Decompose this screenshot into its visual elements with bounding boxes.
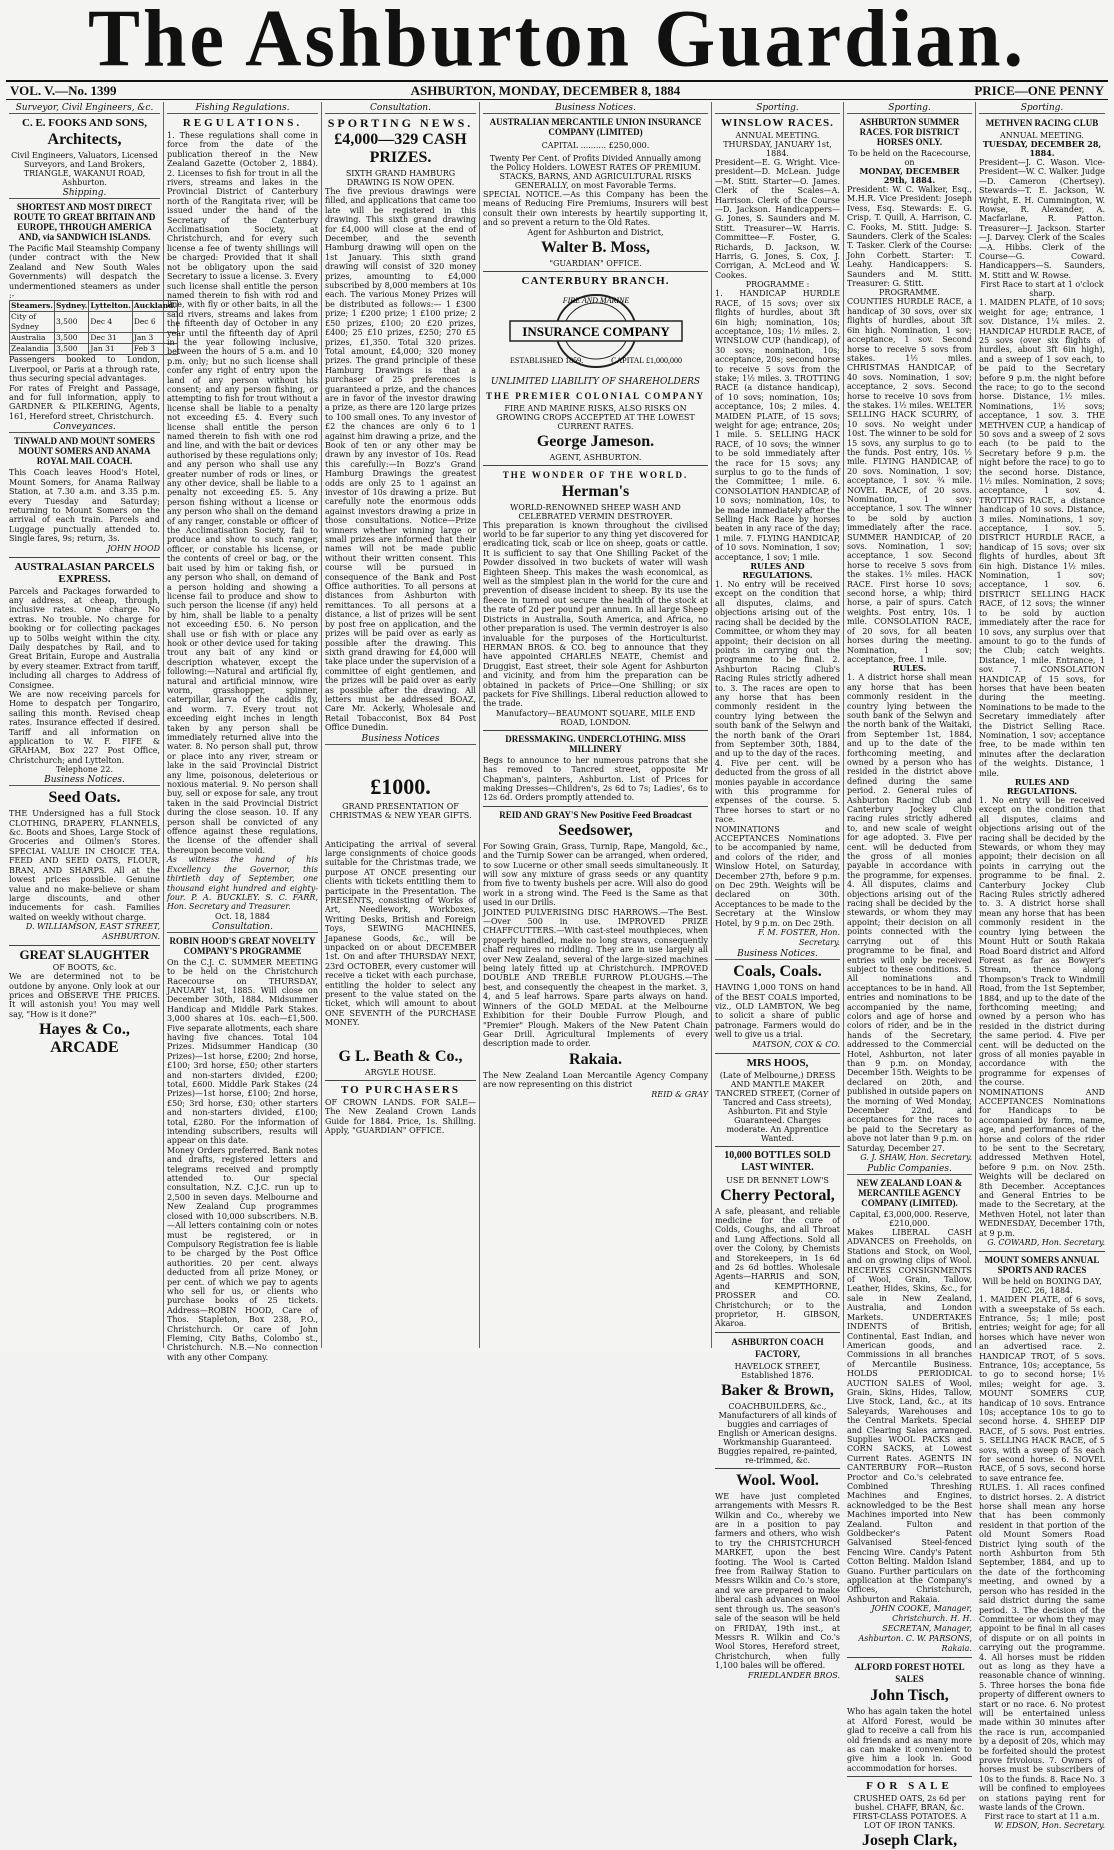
ad-heading: AUSTRALASIAN PARCELS EXPRESS. [14,560,155,585]
ad-heading: METHVEN RACING CLUB [985,118,1099,128]
divider [979,1251,1105,1252]
ad-body: NOMINATIONS AND ACCEPTANCES Nominations for Handicaps to be accompanied by form, name, age, and performances of the horse and colors of the rider to be sent to the Secretary, addressed Methven Hotel, before 9 p.m. on Nov. 25th. Weights will be declared on 8th December. Acceptances and General Entries to be made to the Secretary, at the Methven Hotel, not later than WEDNESDAY, December 17th, at 9 p.m. [979,1087,1105,1238]
table-cell: Zealandia [10,344,55,355]
ad-body: The New Zealand Loan Mercantile Agency Company are now representing on this district [483,1070,708,1090]
ad-subheading: Capital, £3,000,000. Reserve, £210,000. [849,1210,970,1229]
ad-subheading: ANNUAL MEETING. [1000,131,1084,140]
column-7 [976,102,1108,1831]
ad-heading: Walter B. Moss, [540,238,651,256]
ad-subheading: ARGYLE HOUSE. [364,1067,437,1077]
ad-body: Anticipating the arrival of several large consignments of choice goods suitable for the Christmas trade, we purpose AT ONCE presenting our clients with tickets entitling them to participate in the Presentation. The PRESENTS, consisting of Works of Art, Needlework, Workboxes, Writing Desks, British and Foreign Toys, SEWING MACHINES, Japanese Goods, &c., will be unpacked on or about DECEMBER 1st. On and after THURSDAY NEXT, 23rd OCTOBER, every customer will receive a ticket with each purchase, entitling the holder to select any present to the value stated on the ticket, which will amount to about ONE SEVENTH of the PURCHASE MONEY. [325,839,476,1028]
ad-heading: ASHBURTON SUMMER RACES. FOR DISTRICT HORSES ONLY. [859,117,960,147]
table-cell: 3,500 [55,333,89,344]
section-heading: Surveyor, Civil Engineers, &c. [9,103,160,114]
ad-body: 1. HANDICAP HURDLE RACE, of 15 sovs; over six flights of hurdles, about 3ft 6in high; nomination, 10s; acceptance, 10s; 1½ miles. 2. WINSLOW CUP (handicap), of 30 sovs; nomination, 10s; acceptance, 20s; second horse to receive 5 sovs from the stake; 1½ miles. 3. TROTTING RACE (a distance handicap), of 10 sovs; nomination, 10s; acceptance, 10s; 2 miles. 4. MAIDEN PLATE, of 15 sovs; weight for age; entrance, 20s; 1 mile. 5. SELLING HACK RACE, of 10 sovs; the winner to be sold immediately after the race for 15 sovs; any surplus to go to the funds of the Committee; 1 mile. 6. CONSOLATION HANDICAP, of 10 sovs; nomination, 10s, to be made immediately after the Selling Hack Race by horses beaten in any race of the day; 1 mile. 7. FLYING HANDICAP, of 10 sovs. Nomination, 1 sov; acceptance, 1 sov; 1 mile. [715,289,840,562]
ad-body: Agent for Ashburton and District, [527,227,664,237]
ad-body: OF BOOTS, &c. [52,963,117,973]
ad-body: For Sowing Grain, Grass, Turnip, Rape, Mangold, &c., and the Turnip Sower can be arranged, when ordered, to sow Lucerne or other small seeds simultaneously. It will sow any mixture of grass seeds or any quantity from five to twenty bushels per acre. Will also do good work in a strong wind. The Feed is the Same as that used in our Drills. [483,841,708,908]
section-heading: Business Notices. [483,103,708,114]
ad-heading: Seed Oats. [48,789,121,807]
ad-body: 1. MAIDEN PLATE, of 10 sovs; weight for age; entrance, 1 sov. Distance, 1¼ miles. 2. HANDICAP HURDLE RACE, of 25 sovs (over six flights of hurdles, about 3ft 6in high), and a sweep of 1 sov each, to be paid to the Secretary before 9 p.m. the night before the race; to go to the second horse. Distance, 1½ miles. Nominations, 1½ sovs; acceptance, 1 sov. 3. THE METHVEN CUP, a handicap of 50 sovs and a sweep of 2 sovs each (to be paid to the Secretary before 9 p.m. the night before the race) to go to the second horse. Distance, 1½ miles. Nomination, 2 sovs; acceptance, 1 sov. 4. TROTTING RACE, a distance handicap of 10 sovs. Distance, 3 miles. Nominations, 1 sov; acceptance, 1 sov. 5. DISTRICT HURDLE RACE, a handicap of 15 sovs; over six flights of hurdles, about 3ft 6in high. Distance 1½ miles. Nomination, 1 sov; acceptance, 1 sov. 6. DISTRICT SELLING HACK RACE, of 12 sovs; the winner to be sold by auction immediately after the race for 10 sovs, any surplus over that amount to go to the funds of the Club; catch weights. Distance, 1 mile. Entrance, 1 sov. 7. CONSOLATION HANDICAP, of 15 sovs, for horses that have been beaten during the meeting. Nominations to be made to the Secretary immediately after the District Selling Race. Nomination, 1 sov; acceptance free, to be made within ten minutes after the declaration of the weights. Distance, 1 mile. [979,298,1105,778]
ad-heading: Cherry Pectoral, [720,1186,835,1204]
ad-subheading: UNLIMITED LIABILITY OF SHAREHOLDERS [490,376,701,387]
divider [9,557,160,558]
ad-body: TANCRED STREET, (Corner of Tancred and Cass streets), Ashburton. Fit and Style Guaranteed. Charges moderate. An Apprentice Wanted. [715,1088,840,1143]
volume-number: VOL. V.—No. 1399 [10,82,117,98]
ad-heading: Baker & Brown, [721,1381,834,1399]
ad-body: Civil Engineers, Valuators, Licensed Surveyors, and Land Brokers, TRIANGLE, WAKANUI ROAD, Ashburton. [11,151,158,187]
columns [6,102,1108,1850]
ad-date: THURSDAY, JANUARY 1st, 1884. [723,140,832,158]
ad-subheading: "GUARDIAN" OFFICE. [549,258,642,268]
section-heading: Business Notices [325,734,476,745]
ad-heading: MRS HOOS, [746,1056,809,1069]
ad-date: TUESDAY, DECEMBER 28, 1884. [982,139,1102,158]
ad-body: This Coach leaves Hood's Hotel, Mount Somers, for Anama Railway Station, at 7.30 a.m. and 3.35 p.m. every Tuesday and Saturday; returning to Mount Somers on the arrival of each train. Parcels and Luggage punctually attended to. Single fares, 9s; return, 3s. [9,468,160,544]
ad-body: NOMINATIONS and ACCEPTANCES Nominations to be accompanied by name, and colors of the rider, and Winslow Hotel, on Saturday, December 27th, before 9 p.m. on Dec 29th. Weights will be declared on 30th. Acceptances to be made to the Secretary at the Winslow Hotel, by 9 p.m. on Dec 29th. [715,824,840,928]
table-cell: Australia [10,333,55,344]
table-cell: Jan 3 [132,333,177,344]
ad-body: COACHBUILDERS, &c., Manufacturers of all kinds of buggies and carriages of English or American designs. Workmanship Guaranteed. Buggies repaired, re-painted, re-trimmed, &c. [717,1401,838,1465]
logo-middle-text: INSURANCE COMPANY [521,323,670,339]
ad-heading: John Tisch, [870,1687,949,1705]
dateline [6,80,1108,100]
ad-signature: MATSON, COX & CO. [752,1039,840,1049]
column-2 [164,102,322,1362]
ad-heading: GREAT SLAUGHTER [19,947,150,963]
ad-heading: ROBIN HOOD'S GREAT NOVELTY COMPANY'S PROGRAMME [169,935,316,956]
place-date: ASHBURTON, MONDAY, DECEMBER 8, 1884 [410,82,681,98]
table-cell: City of Sydney [10,312,55,333]
divider [483,271,708,272]
table-cell: Jan 31 [89,344,132,355]
ad-body: CRUSHED OATS, 2s 6d per bushel. CHAFF, BRAN, &c. FIRST-CLASS POTATOES. A LOT OF IRON TANKS. [852,1794,967,1831]
ad-heading: TINWALD AND MOUNT SOMERS MOUNT SOMERS AND ANAMA ROYAL MAIL COACH. [13,436,156,467]
ad-heading: FOR SALE [866,1780,953,1793]
section-heading: Business Notices. [9,775,160,786]
ad-body: Makes LIBERAL CASH ADVANCES on Freeholds, on Stations and Stock, on Wool, and on growing clips of Wool. RECEIVES CONSIGNMENTS of Wool, Grain, Tallow, Leather, Hides, Skins, &c., for sale in New Zealand, Australia, and London Markets. UNDERTAKES INDENTS of British, Continental, East Indian, and American goods, and Commissions in all branches of Mercantile Business. HOLDS PERIODICAL AUCTION SALES of Wool, Grain, Skins, Hides, Tallow, Live Stock, Land, &c., at its Saleyards, Warehouses and the Central Markets. Special and Clearing Sales arranged. Supplies WOOL PACKS and CORN SACKS, at Lowest Current Rates. AGENTS IN CANTERBURY FOR—Ruston Proctor and Co.'s celebrated Combined Threshing Machines and Engines, acknowledged to be the Best Machines imported into New Zealand. Fulton and Goldbecker's Patent Galvanised Steel-fenced Fencing Wire. Candy's Patent Cotton Belting. Maldon Island Guano. Further particulars on application at the Company's Offices, Christchurch, Ashburton and Rakaia. [847,1228,972,1604]
ad-subheading: USE DR BENNET LOW'S [726,1175,829,1185]
ad-heading: DRESSMAKING. UNDERCLOTHING. MISS MILLINERY [505,733,686,754]
price: PRICE—ONE PENNY [974,82,1104,98]
logo-top-text: FIRE AND MARINE [562,295,629,305]
ad-body: OF CROWN LANDS. FOR SALE—The New Zealand Crown Lands Guide for 1884. Price, 1s. Shilling. Apply, "GUARDIAN" OFFICE. [325,1097,476,1135]
ad-heading: AUSTRALIAN MERCANTILE UNION INSURANCE COMPANY (LIMITED) [489,117,702,137]
shipping-table [9,300,178,355]
divider [483,730,708,731]
ad-body: On the C.J. C. SUMMER MEETING to be held on the Christchurch Racecourse on THURSDAY, JANUARY 1st, 1885. Will close on December 30th, 1884. Midsummer Handicap and Middle Park Stakes. 3,000 shares at 10s. each—£1,500. Five separate allotments, each share having five chances. Total 104 Prizes. Midsummer Handicap (30 Prizes)—1st horse, £200; 2nd horse, £100; 3rd horse, £50; other starters and non-starters divided, £200; total, £600. Middle Park Stakes (24 Prizes)—1st horse, £100; 2nd horse, £50; 3rd horse, £30; other starters and non-starters divided, £100; total, £280. For the information of intending subscribers, results will appear on this date. [167,957,318,1146]
section-heading: Conveyances. [9,422,160,433]
section-heading: Shipping. [9,188,160,199]
ad-signature: W. EDSON, Hon. Secretary. [994,1821,1105,1831]
ad-signature: JOHN HOOD [107,543,160,553]
ad-signature: FRIEDLANDER BROS. [747,1670,840,1680]
ad-subheading: WORLD-RENOWNED SHEEP WASH AND CELEBRATED VERMIN DESTROYER. [510,502,681,521]
table-cell: Dec 31 [89,333,132,344]
column-5 [712,102,844,1680]
insurance-company-emblem-icon [496,291,696,373]
divider [715,1468,840,1469]
ad-heading: £4,000—329 CASH PRIZES. [334,131,467,166]
ad-body: 1. No entry will be received except on the condition that all disputes, claims, and objections arising out of the racing shall be decided by the Committee, or whom they may appoint; their decision on all points in carrying out the programme to be final. 2. Ashburton Racing Club's Racing Rules strictly adhered to. 3. The races are open to any horse that has been commonly resident in the country lying between the south bank of the Selwyn and the north bank of the Orari from September 30th, 1884, and up to the day of the races. 4. Five per cent. will be deducted from the gross of all monies payable in accordance with this programme for expenses of the course. 5. Three horses to start or no race. [715,580,840,825]
column-1 [6,102,176,1348]
divider [715,1146,840,1147]
ad-body: Begs to announce to her numerous patrons that she has removed to Tancred street, opposite Mr Chapman's, painters, Ashburton. List of Prices for making Dresses—Children's, 2s 6d to 7s; Ladies', 6s to 12s 6d. Orders promptly attended to. [483,755,708,803]
ad-body: A safe, pleasant, and reliable medicine for the cure of Colds, Coughs, and all Throat and Lung Affections. Sold all over the Colony, by Chemists and Storekeepers, in 1s 6d and 2s 6d bottles. Wholesale Agents—HARRIS and SON, and KEMPTHORNE, PROSSER and CO. Christchurch; or to the proprietor, H. GIBSON, Akaroa. [715,1206,840,1329]
ad-body: Manufactory—BEAUMONT SQUARE, MILE END ROAD, LONDON. [495,708,696,727]
logo-established-text: ESTABLISHED 1859. [509,355,583,365]
ad-heading: George Jameson. [536,432,655,450]
ad-signature: G. J. SHAW, Hon. Secretary. [860,1153,972,1163]
ad-heading: £1000. [370,773,431,799]
ad-heading: Joseph Clark, [861,1832,958,1850]
divider [483,806,708,807]
ad-body: Twenty Per Cent. of Profits Divided Annually among the Policy Holders. LOWEST RATES OF PREMIUM. STACKS, BARNS, AND AGRICULTURAL RISKS GENERALLY, on most Favorable Terms. [489,154,702,190]
ad-signature: REID & GRAY [651,1089,708,1099]
ad-body: 1. MAIDEN PLATE, of 6 sovs, with a sweepstake of 5s each. Entrance, 5s; 1 mile; post entries; weight for age; for all horses which have never won an advertised race. 2. HANDICAP TROT, of 5 sovs. Entrance, 10s; acceptance, 5s to go to second horse; 1½ miles; weight for age. 3. MOUNT SOMERS CUP, handicap of 10 sovs. Entrance 10s; acceptance 10s to go to second horse. 4. SHEEP DIP RACE, of 5 sovs. Post entries. 5. SELLING HACK RACE, of 5 sovs, with a sweep of 5s each for second horse. 6. NOVEL RACE, of 5 sovs, second horse to save entrance fee. [979,1295,1105,1483]
table-cell: 3,500 [55,344,89,355]
ad-body: This preparation is known throughout the civilised world to be far superior to any thing yet discovered for eradicating tick, scab or lice on sheep, goats or cattle. It is sufficient to say that One Shilling Packet of the Powder dissolved in two buckets of water will wash Eighteen Sheep. This makes the wash economical, as well as the simplest plan in the world for the cure and prevention of disease incident to sheep. By its use the fleece in turned out secure the health of the stock at the rate of 2d per pound per annum. In all large Sheep Districts in Australia, South America, and Africa, no other preparation is used. The vermin destroyer is also invaluable for the purposes of the Horticulturist. HERMAN BROS. & CO. beg to announce that they have appointed CHARLES NEATE, Chemist and Druggist, East street, their sole Agent for Ashburton and vicinity, and from him the preparation can be obtained in packets of Price—One Shilling; or six packets for Five Shillings. Liberal reduction allowed to the trade. [483,520,708,709]
ad-heading: TO PURCHASERS [340,1083,460,1096]
table-header: Auckland. [133,301,176,311]
ad-heading: REGULATIONS. [182,117,303,129]
ad-heading: MOUNT SOMERS ANNUAL SPORTS AND RACES [984,1255,1100,1276]
ad-heading: WINSLOW RACES. [721,117,834,129]
column-4 [480,102,712,1348]
ad-signature: JOHN COOKE, Manager, Christchurch. H. H. SECRETAN, Manager, Ashburton. C. W. PARSONS, Rakaia. [858,1604,972,1654]
ad-body: President—J. C. Wason. Vice-President—W. C. Walker. Judge—D. Cameron (Chertsey). Stewards—T. E. Jackson, W. Wright, E. H. Cummington, W. Rowse, R. Alexander, A. Macfarlane, R. Patton. Treasurer—J. Jackson. Starter—J. Darvey. Clerk of the Scales—A. Hibbs. Clerk of the Course—G. Coward. Handicappers—S. Saunders, M. Stitt and W. Rowse. [979,158,1105,280]
ad-heading: Herman's [561,482,630,500]
ad-body: President: W. C. Walker, Esq., M.H.R. Vice President: Joseph Ivess, Esq. Stewards: E. G. Crisp, T. Quill, A. Harrison, C. C. Fooks, M. Stitt. Judge: S. Saunders. Clerk of the Scales: T. Tasker. Clerk of the Course: John Corbett. Starter: T. Leahy. Handicappers: S. Saunders and M. Stitt. Treasurer: G. Stitt. [847,185,972,289]
ad-subheading: PROGRAMME. [879,288,940,298]
ad-body: 1. A district horse shall mean any horse that has been commonly resident in the country lying between the south bank of the Selwyn and the north bank of the Waitaki, from September 1st, 1884, and up to the date of the forthcoming meeting, and owned by a person who has resided in the district above defined during the same period. 2. General rules of Ashburton Racing Club and Canterbury Jockey Club racing rules strictly adhered to, and new scale of weight for age adopted. 3. Five per cent. will be deducted from the gross of all monies payable in accordance with the programme, for expenses. 4. All disputes, claims and objections arising out of the racing shall be decided by the stewards, or whom they may appoint; their decision on all points connected with the carrying out of this programme to be final, and entries will only be received subject to these conditions. 5. All nominations and acceptances to be in hand. All entries and nominations to be accompanied by the name, colors and age of horse and colors of rider, and be in the hands of the Secretary, addressed to the Commercial Hotel, Ashburton, not later than 9 p.m. on Monday, December 15th. Weights to be declared on 20th, and published in outside papers on the morning of Wed Monday, December 22nd, and acceptances for the races to be paid to the Secretary as above not later than 9 p.m. on Saturday, December 27. [847,673,972,1153]
ad-subheading: RULES AND REGULATIONS. [742,561,813,581]
divider [9,945,160,946]
table-row [10,312,178,333]
table-row [10,344,178,355]
ad-signature: D. WILLIAMSON, EAST STREET, ASHBURTON. [25,922,160,942]
divider [847,1657,972,1658]
section-heading: Sporting. [847,103,972,114]
table-header: Sydney. [56,301,88,311]
ad-body: THE Undersigned has a full Stock CLOTHING, DRAPERY, FLANNELS, &c. Boots and Shoes, Large Stock of Groceries and Oilmen's Stores. SPECIAL VALUE IN CHOICE TEA. FEED AND SEED OATS, FLOUR, BRAN, AND SHARPS. All at the lowest prices possible. Genuine value and no make-believe or sham large discounts, and other inducements for cash. Families waited on weekly without charge. [9,809,160,922]
ad-heading: G L. Beath & Co., [338,1047,463,1065]
ad-heading: ASHBURTON COACH FACTORY, [731,1336,824,1359]
ad-subheading: SIXTH GRAND HAMBURG DRAWING IS NOW OPEN. [345,169,456,187]
ad-signature: As witness the hand of his Excellency the Governor, this thirtieth day of September, one thousand eight hundred and eighty-four. P. A. BUCKLEY. S. C. FARR, Hon. Secretary and Treasurer. [167,855,318,912]
article-body: The five previous drawings were filled, and applications that came too late will be registered in this drawing. This sixth grand drawing for £4,000 will close at the end of December, and the seventh Hamburg drawing will open on the 1st January. This sixth grand drawing will consist of 320 money prizes, amounting to £4,000 subscribed by 8,000 members at 10s each. The various Money Prizes will be distributed as follows:— 1 £300 prize; 1 £200 prize; 1 £100 prize; 2 £50 prizes, £100; 20 £20 prizes, £400; 25 £10 prizes, £250; 270 £5 prizes, £1,350. Total 320 prizes. Total amount, £4,000; 320 money prizes. The grand principle of these Hamburg Drawings is that a purchaser of 25 preferences is guaranteed a prize, and the chances are in favor of the investor drawing a prize, as there are 120 large prizes to 100 small ones. To any investor of £2 the chances are only 6 to 1 against him drawing a prize, and the Book of ten or any other may be drawn by any investor of 10s. Read this carefully:—In Bozz's Grand Hamburg Drawings the greatest odds are only 25 to 1 against an investor of 10s drawing a prize. But carefully note the enormous odds against investors drawing a prize in those consultations. Notice—Prize winners whether winning large or small prizes are informed that their names will not be made public without their written consent. This course will be pursued in consequence of the Bank and Post Office authorities. To all persons at distances from Ashburton with remittances. To all persons at a distance, a list of prizes will be sent by post free on application, and the prizes will be paid over as early as possible after the drawing. This sixth grand drawing for £4,000 will take place under the supervision of a committee of eight gentlemen, and the prizes will be paid over as early as possible after the drawing. All letters must be addressed BOAZ, Care Mr. Ackerly, Wholesale and Retail Tobacconist, Box 84 Post Office Dunedin. [325,187,476,733]
section-heading: Consultation. [325,103,476,114]
ad-body: We are now receiving parcels for Home to despatch per Tongariro, sailing this month. Revised cheap rates. Insurance effected if desired. Tariff and all information on application to W. F. FIFE & GRAHAM, Box 227 Post Office, Christchurch; and Lyttelton. [9,690,160,765]
ad-heading: Coals, Coals. [733,963,822,981]
ad-body: FIRE AND MARINE RISKS, ALSO RISKS ON GROWING CROPS ACCEPTED AT THE LOWEST CURRENT RATES. [496,403,695,431]
table-cell: Dec 6 [132,312,177,333]
ad-subheading: Will be held on BOXING DAY, DEC. 26, 1884. [982,1277,1102,1296]
ad-heading: 10,000 BOTTLES SOLD LAST WINTER. [724,1149,831,1173]
ad-body: JOINTED PULVERISING DISC HARROWS.—The Best.—Over 500 in use. IMPROVED PRIZE CHAFFCUTTERS.—With cast-steel mouthpieces, when properly handled, make no long straws, consequently chaff requires no riddling. They are in use largely all over New Zealand, several of the large-sized machines being lately fitted up at Christchurch. IMPROVED DOUBLE AND TREBLE FURROW PLOUGHS.—The best, and consequently the cheapest in the market. 3, 4, and 5 leaf harrows. Spare parts always on hand. Winners of the GOLD MEDAL at the Melbourne Exhibition for their Double Furrow Plough, and "Premier" Plough. Makers of the New Patent Chain Gear Drill. Agricultural Implements of every description made to order. [483,907,708,1049]
table-cell: Dec 4 [89,312,132,333]
ad-heading: Hayes & Co., ARCADE [39,1021,130,1057]
table-header: Lyttelton. [90,301,131,311]
divider [715,1332,840,1333]
section-heading: Sporting. [979,103,1105,114]
ad-heading: CANTERBURY BRANCH. [521,274,670,287]
ad-subheading: AGENT, ASHBURTON. [549,452,642,462]
logo-capital-text: CAPITAL £1,000,000 [610,355,682,365]
ad-heading: NEW ZEALAND LOAN & MERCANTILE AGENCY COMPANY (LIMITED). [856,1178,963,1209]
ad-subheading: PROGRAMME : [745,280,810,290]
article-body: 1. These regulations shall come in force from the date of the publication thereof in the New Zealand Gazette (October 2, 1884). 2. Licenses to fish for trout in all the rivers, streams and lakes in the Provincial District of Canterbury north of the Rangitata river, will be issued under the hand of the Secretary of the Canterbury Acclimatisation Society, at Christchurch, and for every such license a fee of twenty shillings will be charged: Provided that it shall not be obligatory upon the said Secretary to issue a license. 3. Every such license shall entitle the person named therein to fish with rod and line, with fly or other baits, in all the said rivers, streams and lakes from the fifteenth day of October in any year until the fifteenth day of April in the year following inclusive, between the hours of 5 a.m. and 10 p.m. only; but no such license shall confer any right of entry upon the land of any person without his consent; and any person fishing, or attempting to fish for trout without a license shall be liable to a penalty not exceeding £5. 4. Every such license shall entitle the person named therein to fish with one rod and line, and with the bait or devices authorised by these regulations only; and any person who shall use any greater number of rods or lines, or any other device, shall be liable to a penalty not exceeding £5. 5. Any person fishing without a license or any person who shall on the demand of any ranger, constable or officer of the Acclimatisation Society, fail to produce and show to such ranger, officer, or constable his license, or the contents of creel or bag, or the bait used by him or taking fish, or any person who shall, on demand of a person holding and showing a license fail to produce and show to such person the license (if any) held by him, shall be liable to a penalty not exceeding £50. 6. No person shall use or fish with or place any hook or other device used for taking trout any bait of any kind or description whatever, except the following:—Natural and artificial fly, natural and artificial minnow, wire worm, grasshopper, spinner, caterpillar, larva of the caddis fly, and worm. 7. Every trout not exceeding eight inches in length taken by any person shall be immediately returned alive into the water. 8. No person shall put, throw or place into any river, stream or lake in the said Provincial District any lime, poisonous, deleterious or noxious material. 9. No person shall buy, sell or expose for sale, any trout taken in the said Provincial District during the close season. 10. If any person shall be convicted of any offence against these regulations, the license of the offender shall thereupon become void. [167,131,318,855]
ad-body: HAVING 1,000 TONS on hand of the BEST COALS imported, viz., OLD LAMBTON, We beg to solicit a share of public patronage. Farmers would do well to give us a trial. [715,983,840,1040]
ad-body: For rates of Freight and Passage, and for full information, apply to GARDNER & PILKERING, Agents, 161, Hereford street, Christchurch. [9,383,160,421]
divider [325,1080,476,1081]
ad-heading: REID AND GRAY'S New Positive Feed Broadcast [499,809,692,820]
ad-heading: Wool. Wool. [736,1471,819,1489]
section-heading: Public Companies. [847,1164,972,1175]
ad-heading: Seedsower, [558,821,633,839]
ad-body: Parcels and Packages forwarded to any address, at cheap, through, inclusive rates. One charge. No extras. No trouble. No charge for booking or for collecting packages up to 50lbs weight within the city. Daily despatches by Rail, and to Great Britain, Europe and Australia by every steamer. Extract from tariff, including all charges to Address of Consignee. [9,586,160,690]
ad-heading: THE PREMIER COLONIAL COMPANY [485,390,706,401]
ad-heading: THE WONDER OF THE WORLD. [502,469,689,480]
ad-body: First Race to start at 1 o'clock sharp. [980,280,1104,299]
divider [715,1053,840,1054]
table-header: Steamers. [11,301,54,311]
ad-heading: Rakaia. [569,1050,622,1068]
section-heading: Consultation. [167,922,318,933]
ad-body: Money Orders preferred. Bank notes and drafts, registered letters and telegrams received and promptly attended to. Our special consultation, N.Z. C.J.C. run up to 2,500 in seven days. Melbourne and New Zealand Cup programmes closed with 10,000 subscribers. N.B.—All letters containing coin or notes must be registered, or in Compulsory Registration fee is liable to be charged by the Post Office authorities. 20 per cent. always deducted from all prize Money, or per cent. of which we pay to agents who sell for us, or clients who purchase books of 25 tickets. Address—ROBIN HOOD, Care of Thos. Stapleton, Box 238, P.O., Christchurch. Or care of John Fleming, City Baths, Colombo st., Christchurch. N.B.—No connection with any other Company. [167,1145,318,1362]
ad-body: President—E. G. Wright. Vice-president—D. McLean. Judge—M. Stitt. Starter—O. James. Clerk of the Scales—A. Harrison. Clerk of the Course—D. Jackson. Handicappers—G. Jones, S. Saunders and M. Stitt. Treasurer—W. Harris. Committee—F. Foster, G. Richards, D. Jackson, W. Harris, G. Jones, S. Cox, J. Corrigan, A. McLeod and W. Cookes. [715,158,840,280]
ad-body: RULES. 1. All races confined to district horses. 2. A district horse shall mean any horse that has been commonly resident in that portion of the old Mount Somers Road District lying south of the north Ashburton from 5th September, 1884, and up to the date of the forthcoming meeting, and owned by a person who has resided in the said district during the same period. 3. The decision of the Committee or whom they may appoint to be final in all cases of dispute or on all points in carrying out the programme. 4. All horses must be ridden out as long as they have a reasonable chance of winning. 5. Three horses the bona fide property of different owners to start or no race. 6. No protest will be entertained unless made within 30 minutes after the race is run, accompanied by a deposit of 20s, which may be forfeited should the protest prove frivolous. 7. Owners of horses must be subscribers of 10s to the funds. 8. Race No. 3 will be confined to employees on stations paying rent for waste lands of the Crown. [979,1483,1105,1813]
ad-subheading: HAVELOCK STREET, Established 1876. [734,1361,821,1380]
ad-subheading: RULES AND REGULATIONS. [1006,777,1078,796]
ad-body: First race to start at 11 a.m. [984,1812,1100,1822]
ad-signature: G. COWARD, Hon. Secretary. [987,1238,1105,1248]
ad-body: 1. No entry will be received except on the condition that all disputes, claims and objections arising out of the racing shall be decided by the Stewards, or whom they may appoint; their decision on all points in carrying out the programme to be final. 2. Canterbury Jockey Club Racing Rules strictly adhered to. 3. A district horse shall mean any horse that has been commonly resident in the country lying between the Mount Hutt or South Rakaia Road Board district and Alford Forest as far as Bowyer's Stream, thence along Thompson's Track to Windmill Road, from the 1st September, 1884, and up to the date of the forthcoming meeting; and owned by a person who has resided in the district during the same period. 4. Five per cent. will be deducted on the gross of all monies payable in accordance with the programme for expenses of the course. [979,796,1105,1088]
ad-heading: SHORTEST AND MOST DIRECT ROUTE TO GREAT BRITAIN AND EUROPE, THROUGH AMERICA AND, via SANDWICH ISLANDS. [13,202,156,242]
ad-body: Who has again taken the hotel at Alford Forest, would be glad to receive a call from his old friends and as many more as can make it convenient to give him a look in. Good accommodation for horses. [847,1707,972,1773]
ad-body: We are determined not to be outdone by anyone. Only look at our prices and OBSERVE THE PRICES. It will astonish you! You may well say, "How is it done?" [9,972,160,1019]
masthead [0,0,1114,84]
ad-body: WE have just completed arrangements with Messrs R. Wilkin and Co., whereby we are in a position to pay farmers and others, who wish to try the CHRISTCHURCH MARKET, upon the best footing. The Wool is Carted free from Railway Station to Messrs Wilkin and Co.'s store, and we are prepared to make liberal cash advances on Wool sent through us. The season's sale of the season will be held on FRIDAY, 19th inst., at Messrs R. Wilkin and Co.'s Wool Stores, Hereford street, Christchurch, when fully 1,100 bales will be offered. [715,1491,840,1671]
ad-heading: ALFORD FOREST HOTEL SALES [854,1662,965,1685]
table-row [10,333,178,344]
ad-subheading: (Late of Melbourne,) DRESS AND MANTLE MAKER [719,1070,836,1089]
ad-subheading: RULES. [892,663,927,674]
ad-date: Oct. 18, 1884 [215,911,270,921]
table-cell: Feb 3 [132,344,177,355]
table-cell: 3,500 [55,312,89,333]
ad-body: Passengers booked to London, Liverpool, or Paris at a through rate, thus securing special advantages. [9,355,160,384]
ad-subheading: To be held on the Racecourse, on [848,149,971,167]
ad-body: Telephone 22. [56,765,113,775]
column-6 [844,102,976,1850]
section-heading: Sporting. [715,103,840,114]
ad-heading: Architects, [47,131,122,148]
ad-subheading: ANNUAL MEETING. [735,131,820,140]
divider [847,1776,972,1777]
ad-signature: F. M. FOSTER, Hon. Secretary. [757,928,840,948]
ad-heading: SPORTING NEWS. [327,116,474,130]
ad-body: CAPITAL .......... £250,000. [541,141,650,150]
ad-heading: C. E. FOOKS AND SONS, [22,117,147,129]
divider [483,465,708,466]
section-heading: Fishing Regulations. [167,103,318,114]
ad-subheading: GRAND PRESENTATION OF CHRISTMAS & NEW YEAR GIFTS. [329,801,472,820]
newspaper-title: The Ashburton Guardian. [87,0,1027,84]
ad-date: MONDAY, DECEMBER 29th, 1884. [859,166,960,185]
section-heading: Business Notices. [715,949,840,960]
column-3 [322,102,480,1348]
ad-body: COUNTIES HURDLE RACE, a handicap of 30 sovs, over six flights of hurdles, about 3ft 6in high. Nomination, 1 sov; acceptance, 1 sov. Second horse to receive 5 sovs from stakes. 1½ miles. CHRISTMAS HANDICAP, of 40 sovs. Nomination, 1 sov; acceptance, 2 sovs. Second horse to receive 10 sovs from the stakes. 1½ miles. WELTER SELLING HACK SCURRY, of 10 sovs. No weight under 10st. The winner to be sold for 15 sovs, any surplus to go to the funds. Post entry, 10s. ½ mile. FLYING HANDICAP, of 20 sovs. Nomination, 1 sov; acceptance, 1 sov. ¾ mile. NOVEL RACE, of 20 sovs. Nomination, 1 sov; acceptance, 1 sov. The winner to be sold by auction immediately after the race. SUMMER HANDICAP, of 20 sovs. Nomination, 1 sov; acceptance, 1 sov. Second horse to receive 5 sovs from the stakes. 1½ miles. HACK RACE. First horse 10 sovs; second horse, a whip; third horse, a pair of spurs. Catch weights. Post entry, 10s. 1 mile. CONSOLATION RACE, of 20 sovs, for all beaten horses during the meeting. Nomination, 1 sov; acceptance, free. 1 mile. [847,297,972,664]
ad-body: The Pacific Mail Steamship Company (under contract with the New Zealand and New South Wales Governments) will despatch the undermentioned steamers as under :- [9,244,160,301]
ad-body: SPECIAL NOTICE.—As this Company has been the means of Reducing Fire Premiums, Insurers will best consult their own interests by heartily supporting it, and so prevent a return to the Old Rates. [483,190,708,228]
